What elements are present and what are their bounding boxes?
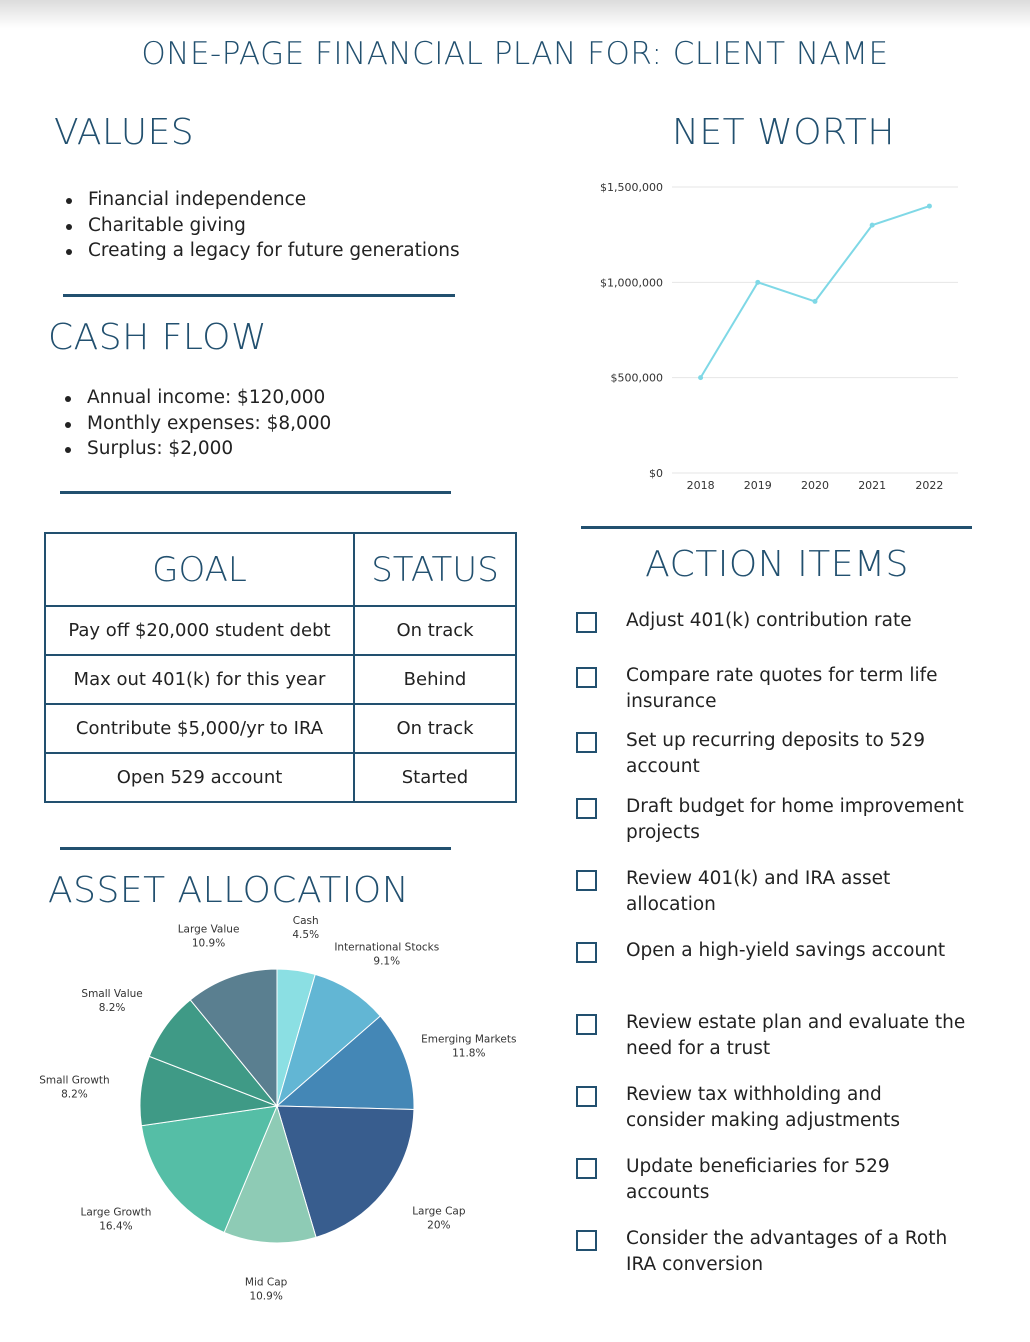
data-point [813, 299, 818, 304]
top-shadow [0, 0, 1030, 28]
values-list [54, 187, 460, 264]
slice-value-label: 9.1% [373, 955, 401, 968]
net-worth-line-chart [580, 170, 980, 500]
divider [60, 847, 451, 850]
divider [581, 526, 972, 529]
y-tick-label: $1,000,000 [600, 276, 663, 290]
action-item-text: Set up recurring deposits to 529 account [626, 730, 925, 777]
divider [63, 294, 455, 297]
values-item: Charitable giving [88, 213, 460, 239]
data-point [870, 223, 875, 228]
goal-cell: Open 529 account [45, 753, 354, 802]
action-item-text: Review estate plan and evaluate the need for a trust [626, 1012, 966, 1059]
checkbox[interactable] [576, 667, 597, 688]
slice-value-label: 10.9% [249, 1290, 283, 1303]
goals-table [44, 532, 517, 803]
divider [60, 491, 451, 494]
checkbox[interactable] [576, 1230, 597, 1251]
status-cell: On track [354, 606, 516, 655]
checkbox[interactable] [576, 732, 597, 753]
x-tick-label: 2020 [801, 479, 829, 492]
cash-flow-list [53, 385, 331, 462]
asset-allocation-pie-chart [0, 914, 560, 1303]
checkbox[interactable] [576, 1086, 597, 1107]
slice-label: Small Value [81, 988, 143, 1001]
asset-allocation-heading: ASSET ALLOCATION [48, 870, 410, 911]
table-row [45, 655, 516, 704]
action-item-text: Draft budget for home improvement projects [626, 796, 964, 843]
table-row [45, 606, 516, 655]
x-tick-label: 2022 [915, 479, 944, 492]
status-column-header: STATUS [354, 533, 516, 606]
status-cell: On track [354, 704, 516, 753]
cash-flow-item: Surplus: $2,000 [87, 436, 331, 462]
slice-value-label: 16.4% [99, 1220, 133, 1233]
goal-cell: Pay off $20,000 student debt [45, 606, 354, 655]
goal-cell: Max out 401(k) for this year [45, 655, 354, 704]
status-cell: Behind [354, 655, 516, 704]
data-point [755, 280, 760, 285]
action-item-text: Open a high-yield savings account [626, 940, 946, 961]
cash-flow-heading: CASH FLOW [48, 317, 268, 358]
action-item-text: Review 401(k) and IRA asset allocation [626, 868, 891, 915]
cash-flow-item: Monthly expenses: $8,000 [87, 411, 331, 437]
slice-value-label: 11.8% [452, 1047, 486, 1060]
y-tick-label: $1,500,000 [600, 181, 663, 194]
slice-label: Large Growth [80, 1206, 152, 1219]
slice-label: Large Cap [412, 1205, 466, 1218]
x-tick-label: 2018 [686, 479, 715, 492]
x-tick-label: 2021 [858, 479, 887, 492]
goal-cell: Contribute $5,000/yr to IRA [45, 704, 354, 753]
slice-label: International Stocks [334, 941, 440, 954]
data-point [698, 375, 703, 380]
net-worth-series-line [701, 206, 930, 378]
slice-label: Emerging Markets [421, 1033, 517, 1046]
table-row [45, 704, 516, 753]
action-item-text: Adjust 401(k) contribution rate [626, 610, 912, 631]
checkbox[interactable] [576, 612, 597, 633]
values-heading: VALUES [54, 112, 195, 153]
action-item-text: Update beneficiaries for 529 accounts [626, 1156, 890, 1203]
values-item: Financial independence [88, 187, 460, 213]
action-item-text: Consider the advantages of a Roth IRA conversion [626, 1228, 948, 1275]
checkbox[interactable] [576, 942, 597, 963]
x-tick-label: 2019 [743, 479, 772, 492]
y-tick-label: $0 [649, 467, 663, 480]
y-tick-label: $500,000 [610, 371, 663, 385]
action-items-heading: ACTION ITEMS [645, 544, 909, 585]
slice-label: Cash [292, 914, 319, 927]
cash-flow-item: Annual income: $120,000 [87, 385, 331, 411]
table-header-row [45, 533, 516, 606]
checkbox[interactable] [576, 798, 597, 819]
checkbox[interactable] [576, 1158, 597, 1179]
action-item-text: Review tax withholding and consider making adjustments [626, 1084, 901, 1131]
page-title: ONE-PAGE FINANCIAL PLAN FOR: CLIENT NAME [141, 36, 889, 72]
slice-value-label: 10.9% [191, 937, 226, 950]
slice-value-label: 8.2% [61, 1088, 88, 1101]
status-cell: Started [354, 753, 516, 802]
net-worth-heading: NET WORTH [672, 112, 895, 153]
slice-value-label: 20% [427, 1219, 451, 1232]
slice-label: Small Growth [39, 1074, 110, 1087]
goal-column-header: GOAL [45, 533, 354, 606]
slice-label: Mid Cap [244, 1276, 288, 1289]
slice-value-label: 8.2% [98, 1002, 126, 1015]
checkbox[interactable] [576, 870, 597, 891]
values-item: Creating a legacy for future generations [88, 238, 460, 264]
data-point [927, 204, 932, 209]
action-item-text: Compare rate quotes for term life insurance [626, 665, 938, 712]
slice-value-label: 4.5% [292, 928, 320, 941]
checkbox[interactable] [576, 1014, 597, 1035]
slice-label: Large Value [177, 923, 240, 936]
table-row [45, 753, 516, 802]
